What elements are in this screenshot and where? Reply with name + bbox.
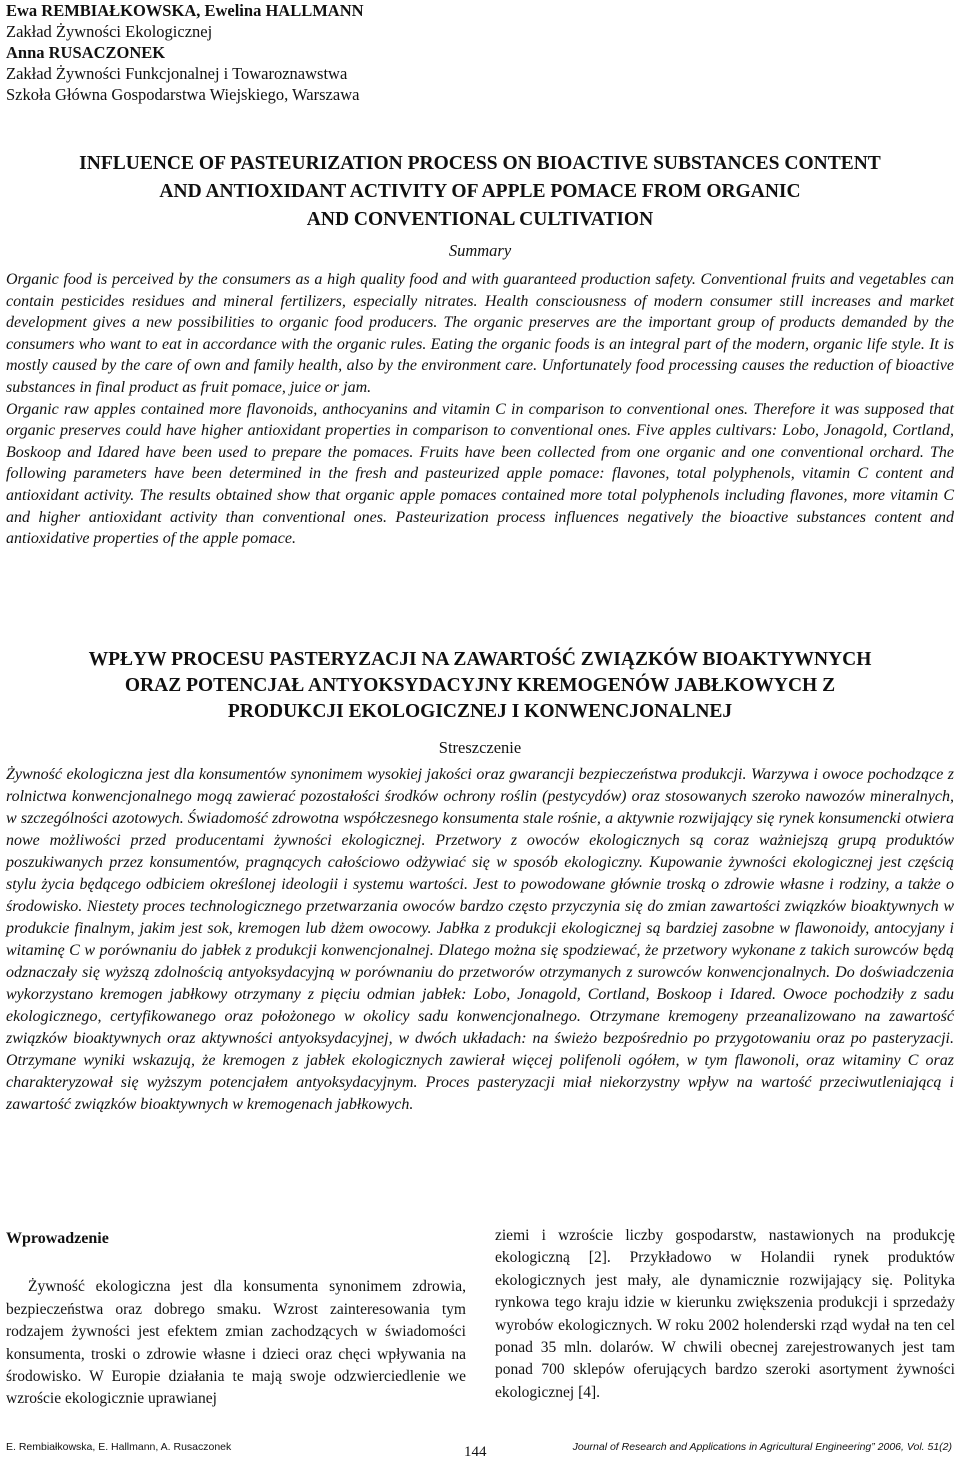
title-polish: WPŁYW PROCESU PASTERYZACJI NA ZAWARTOŚĆ ZWIĄZKÓW BIOAKTYWNYCH ORAZ POTENCJAŁ ANTYOKSYDACYJNY KREMOGENÓW JABŁKOWYCH Z PRODUKCJI EKOLOGICZNEJ I KONWENCJONALNEJ [88,649,872,722]
abstract-polish: Żywność ekologiczna jest dla konsumentów synonimem wysokiej jakości oraz gwarancji bezpieczeństwa produkcji. Warzywa i owoce pochodzące z rolnictwa konwencjonalnego mogą zawierać pozostałości środków ochrony roślin (pestycydów) oraz stosowanych szeroko nawozów mineralnych, w szczególności azotowych. Świadomość zdrowotna współczesnego konsumenta stale rośnie, a aktywnie rozwijający się rynek konsumencki otwiera nowe możliwości przed producentami żywności ekologicznej. Przetwory z owoców ekologicznych są coraz ważniejszą grupą produktów poszukiwanych przez konsumentów, pragnących całościowo odżywiać się w sposób ekologiczny. Kupowanie żywności ekologicznej jest częścią stylu życia będącego odbiciem określonej ideologii i systemu wartości. Jest to powodowane głównie troską o zdrowie własne i rodziny, a także o środowisko. Niestety proces technologicznego przetwarzania owoców bardzo często przyczynia się do zmian zawartości związków bioaktywnych w produkcie finalnym, jakim jest sok, kremogen lub dżem owocowy. Jabłka z produkcji ekologicznej są bardziej zasobne w flawonoidy, antocyjany i witaminę C w porównaniu do jabłek z produkcji konwencjonalnej. Dlatego można się spodziewać, że przetwory wykonane z takich surowców będą odznaczały się wyższą zdolnością antyoksydacyjną w porównaniu do przetworów otrzymanych z surowców konwencjonalnych. Do doświadczenia wykorzystano kremogen jabłkowy otrzymany z pięciu odmian jabłek: Lobo, Jonagold, Cortland, Boskoop i Idared. Owoce pochodziły z sadu ekologicznego, certyfikowanego oraz położonego w okolicy sadu konwencjonalnego. Otrzymane kremogeny przeanalizowano na zawartość związków bioaktywnych oraz aktywności antyoksydacyjnej, w dwóch układach: na świeżo bezpośrednio po przygotowaniu oraz po pasteryzacji. Otrzymane wyniki wskazują, że kremogen z jabłek ekologicznych zawierał więcej polifenoli ogółem, w tym flawonoli, oraz witaminy C oraz charakteryzował się wyższym potencjałem antyoksydacyjnym. Proces pasteryzacji miał niekorzystny wpływ na wartość przeciwutleniającą i zawartość związków bioaktywnych w kremogenach jabłkowych. [6,766,954,1113]
footer-journal: Journal of Research and Applications in Agricultural Engineering” 2006, Vol. 51(2) [572,1441,952,1453]
abstract-english-paragraph-2: Organic raw apples contained more flavonoids, anthocyanins and vitamin C in comparison to conventional ones. Therefore it was supposed that organic preserves could have higher antioxidant properties in comparison to conventional ones. Five apples cultivars: Lobo, Jonagold, Cortland, Boskoop and Idared have been used to prepare the pomaces. Fruits have been collected from one organic and one conventional orchard. The following parameters have been determined in the fresh and pasteurized apple pomace: flavones, total polyphenols, vitamin C content and antioxidant activity. The results obtained show that organic apple pomaces contained more total polyphenols including flavones, more vitamin C and higher antioxidant activity than conventional ones. Pasteurization process influences negatively the bioactive substances content and antioxidative properties of the apple pomace. [6,400,954,548]
affiliation-1: Zakład Żywności Ekologicznej [6,22,213,41]
summary-heading: Summary [448,241,512,260]
intro-column-left [6,1228,466,1411]
author-names-2: Anna RUSACZONEK [6,43,166,62]
abstract-english-paragraph-1: Organic food is perceived by the consumers as a high quality food and with guaranteed production safety. Conventional fruits and vegetables can contain pesticides residues and mineral fertilizers, especially nitrates. Health consciousness of modern consumer still increases and market development gives a new possibilities to organic food producers. The organic preserves are the important group of products demanded by the consumers who want to eat in accordance with the organic rules. Eating the organic foods is an integral part of the modern, organic life style. It is mostly caused by the care of own and family health, also by the environment care. Unfortunately food processing causes the reduction of bioactive substances in final product as fruit pomace, juice or jam. [6,271,954,396]
streszczenie-heading: Streszczenie [438,738,522,757]
title-english: INFLUENCE OF PASTEURIZATION PROCESS ON BIOACTIVE SUBSTANCES CONTENT AND ANTIOXIDANT ACTIVITY OF APPLE POMACE FROM ORGANIC AND CONVENTIONAL CULTIVATION [79,153,881,230]
author-block [6,0,606,105]
footer-authors: E. Rembiałkowska, E. Hallmann, A. Rusaczonek [6,1441,232,1453]
author-names-1: Ewa REMBIAŁKOWSKA, Ewelina HALLMANN [6,1,364,20]
abstract-english [6,269,954,550]
intro-paragraph-right: ziemi i wzroście liczby gospodarstw, nastawionych na produkcję ekologiczną [2]. Przykładowo w Holandii rynek produktów ekologicznych jest mały, ale dynamicznie rozwijający się. Polityka rynkowa tego kraju idzie w kierunku zwiększenia produkcji i sprzedaży wyrobów ekologicznych. W roku 2002 holenderski rząd wydał na ten cel ponad 35 mln. dolarów. W chwili obecnej zarejestrowanych jest tam ponad 700 sklepów oferujących bardzo szeroki asortyment żywności ekologicznej [4]. [495,1227,955,1401]
intro-column-right [495,1225,955,1404]
intro-heading: Wprowadzenie [6,1230,109,1247]
affiliation-2: Zakład Żywności Funkcjonalnej i Towaroznawstwa [6,64,348,83]
intro-paragraph-left: Żywność ekologiczna jest dla konsumenta synonimem zdrowia, bezpieczeństwa oraz dobrego smaku. Wzrost zainteresowania tym rodzajem żywności jest efektem zmian zachodzących w świadomości konsumenta, troski o zdrowie własne i dzieci oraz chęci wpływania na środowisko. W Europie działania te mają swoje odzwierciedlenie we wzroście ekologicznie uprawianej [6,1278,466,1408]
page-number: 144 [464,1444,487,1460]
affiliation-3: Szkoła Główna Gospodarstwa Wiejskiego, Warszawa [6,85,360,104]
